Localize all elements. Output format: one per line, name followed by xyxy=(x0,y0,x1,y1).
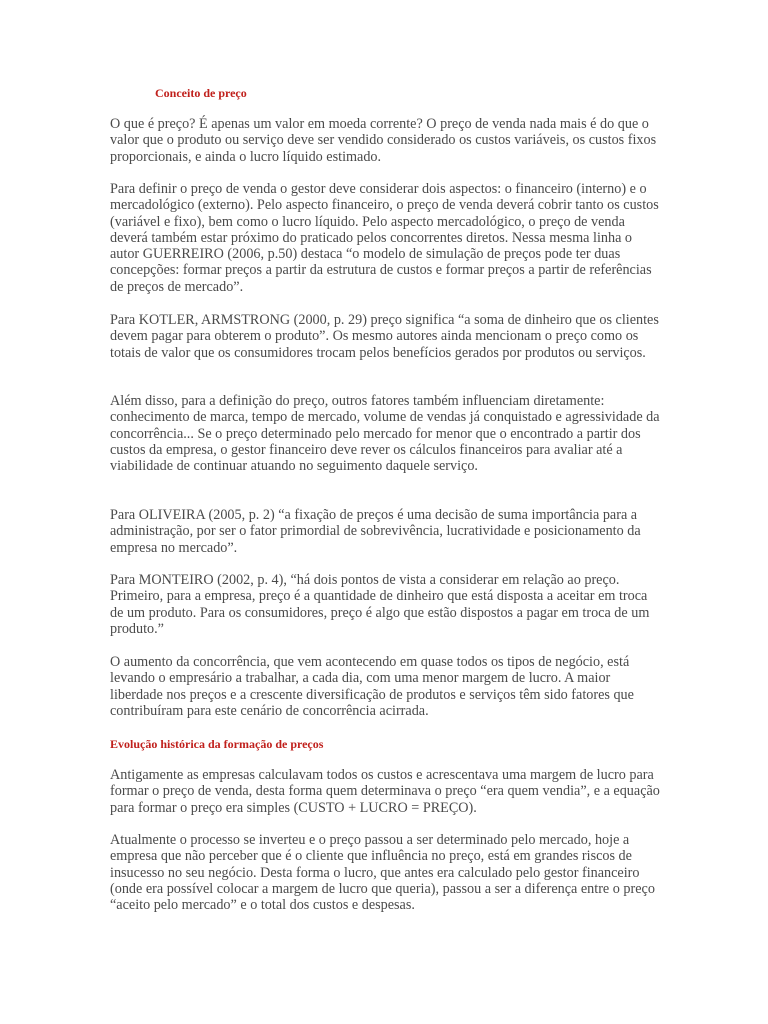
paragraph: Além disso, para a definição do preço, outros fatores também influenciam diretamente: conhecimento de marca, tempo de mercado, volume de vendas já conquistado e agressividade da concorrência... Se o preço determinado pelo mercado for menor que o encontrado a partir dos custos da empresa, o gestor financeiro deve rever os cálculos financeiros para avaliar até a viabilidade de continuar atuando no seguimento daquele serviço. xyxy=(110,393,660,475)
paragraph: O que é preço? É apenas um valor em moeda corrente? O preço de venda nada mais é do que o valor que o produto ou serviço deve ser vendido considerado os custos variáveis, os custos fixos proporcionais, e ainda o lucro líquido estimado. xyxy=(110,116,657,165)
paragraph: Atualmente o processo se inverteu e o preço passou a ser determinado pelo mercado, hoje a empresa que não perceber que é o cliente que influência no preço, está em grandes riscos de insucesso no seu negócio. Desta forma o lucro, que antes era calculado pelo gestor financeiro (onde era possível colocar a margem de lucro que queria), passou a ser a diferença entre o preço “aceito pelo mercado” e o total dos custos e despesas. xyxy=(110,832,655,914)
paragraph: Para definir o preço de venda o gestor deve considerar dois aspectos: o financeiro (interno) e o mercadológico (externo). Pelo aspecto financeiro, o preço de venda deverá cobrir tanto os custos (variável e fixo), bem como o lucro líquido. Pelo aspecto mercadológico, o preço de venda deverá também estar próximo do praticado pelos concorrentes diretos. Nessa mesma linha o autor GUERREIRO (2006, p.50) destaca “o modelo de simulação de preços pode ter duas concepções: formar preços a partir da estrutura de custos e formar preços a partir de referências de preços de mercado”. xyxy=(110,181,659,295)
section-heading-conceito: Conceito de preço xyxy=(155,86,247,100)
paragraph: O aumento da concorrência, que vem acontecendo em quase todos os tipos de negócio, está levando o empresário a trabalhar, a cada dia, com uma menor margem de lucro. A maior liberdade nos preços e a crescente diversificação de produtos e serviços têm sido fatores que contribuíram para este cenário de concorrência acirrada. xyxy=(110,654,634,719)
paragraph: Para OLIVEIRA (2005, p. 2) “a fixação de preços é uma decisão de suma importância para a administração, por ser o fator primordial de sobrevivência, lucratividade e posicionamento da empresa no mercado”. xyxy=(110,507,641,556)
paragraph: Para KOTLER, ARMSTRONG (2000, p. 29) preço significa “a soma de dinheiro que os clientes devem pagar para obterem o produto”. Os mesmo autores ainda mencionam o preço como os totais de valor que os consumidores trocam pelos benefícios gerados por produtos ou serviços. xyxy=(110,312,659,361)
section-heading-evolucao: Evolução histórica da formação de preços xyxy=(110,737,324,751)
paragraph: Antigamente as empresas calculavam todos os custos e acrescentava uma margem de lucro para formar o preço de venda, desta forma quem determinava o preço “era quem vendia”, e a equação para formar o preço era simples (CUSTO + LUCRO = PREÇO). xyxy=(110,767,660,816)
paragraph: Para MONTEIRO (2002, p. 4), “há dois pontos de vista a considerar em relação ao preço. Primeiro, para a empresa, preço é a quantidade de dinheiro que está disposta a aceitar em troca de um produto. Para os consumidores, preço é algo que estão dispostos a pagar em troca de um produto.” xyxy=(110,572,650,637)
